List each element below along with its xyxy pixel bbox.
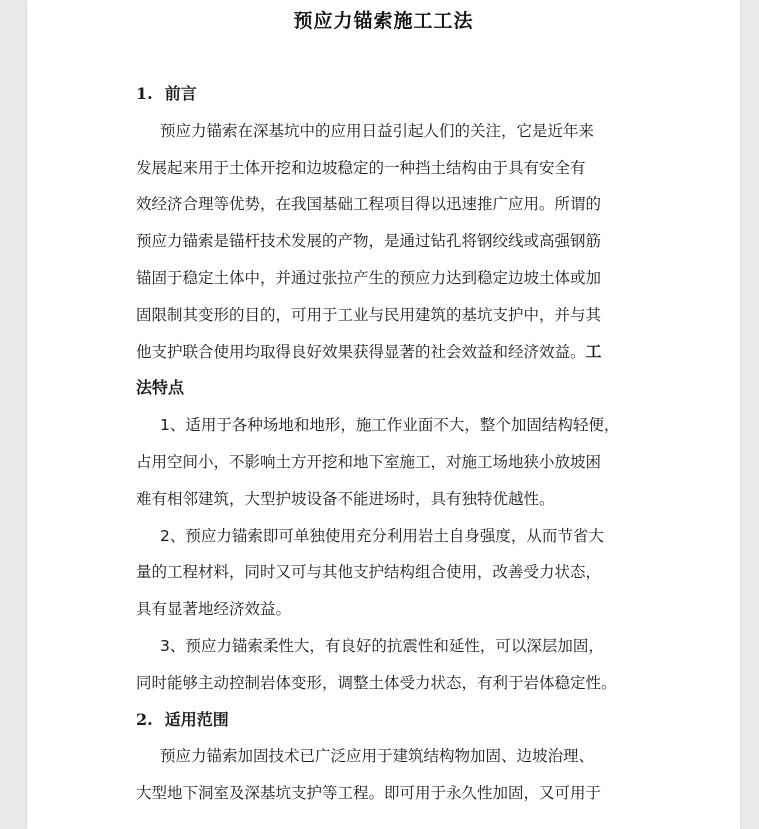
section-heading-preface [136, 76, 636, 113]
section-number: 2. [136, 709, 153, 729]
paragraph-line: 同时能够主动控制岩体变形，调整土体受力状态，有利于岩体稳定性。 [136, 673, 617, 692]
paragraph-line: 预应力锚索加固技术已广泛应用于建筑结构物加固、边坡治理、 [160, 747, 595, 766]
paragraph-line: 预应力锚索在深基坑中的应用日益引起人们的关注，它是近年来 [160, 121, 595, 140]
document-title: 预应力锚索施工工法 [293, 10, 474, 32]
paragraph-line: 量的工程材料，同时又可与其他支护结构组合使用，改善受力状态， [136, 563, 602, 582]
preface-paragraph [136, 113, 636, 407]
paragraph-line: 占用空间小，不影响土方开挖和地下室施工，对施工场地狭小放坡困 [136, 452, 602, 471]
paragraph-line: 大型地下洞室及深基坑支护等工程。即可用于永久性加固，又可用于 [136, 784, 602, 803]
section-number: 1. [136, 84, 153, 103]
paragraph-line: 预应力锚索是锚杆技术发展的产物，是通过钻孔将钢绞线或高强钢筋 [136, 232, 602, 251]
paragraph-line: 固限制其变形的目的，可用于工业与民用建筑的基坑支护中，并与其 [136, 305, 602, 324]
section-title: 适用范围 [164, 709, 229, 729]
paragraph-line: 3、预应力锚索柔性大，有良好的抗震性和延性，可以深层加固， [160, 636, 604, 655]
document-page [27, 0, 740, 829]
paragraph-line: 锚固于稳定土体中，并通过张拉产生的预应力达到稳定边坡土体或加 [136, 268, 602, 287]
scope-paragraph [136, 738, 636, 812]
paragraph-line [136, 334, 636, 371]
paragraph-line: 效经济合理等优势，在我国基础工程项目得以迅速推广应用。所谓的 [136, 195, 602, 214]
section-heading-scope [136, 702, 636, 739]
inline-heading-end: 法特点 [136, 378, 185, 398]
paragraph-line: 2、预应力锚索即可单独使用充分利用岩土自身强度，从而节省大 [160, 526, 604, 545]
feature-item-1 [136, 407, 636, 517]
feature-item-3 [136, 628, 636, 702]
paragraph-line: 发展起来用于土体开挖和边坡稳定的一种挡土结构由于具有安全有 [136, 158, 586, 177]
feature-item-2 [136, 518, 636, 628]
section-title: 前言 [164, 84, 197, 103]
paragraph-line-text: 他支护联合使用均取得良好效果获得显著的社会效益和经济效益。 [136, 342, 586, 361]
paragraph-line: 1、适用于各种场地和地形，施工作业面不大，整个加固结构轻便， [160, 416, 620, 435]
document-body [136, 76, 636, 812]
inline-heading-start: 工 [585, 341, 602, 361]
paragraph-line: 具有显著地经济效益。 [136, 600, 292, 619]
paragraph-line: 难有相邻建筑，大型护坡设备不能进场时，具有独特优越性。 [136, 489, 555, 508]
